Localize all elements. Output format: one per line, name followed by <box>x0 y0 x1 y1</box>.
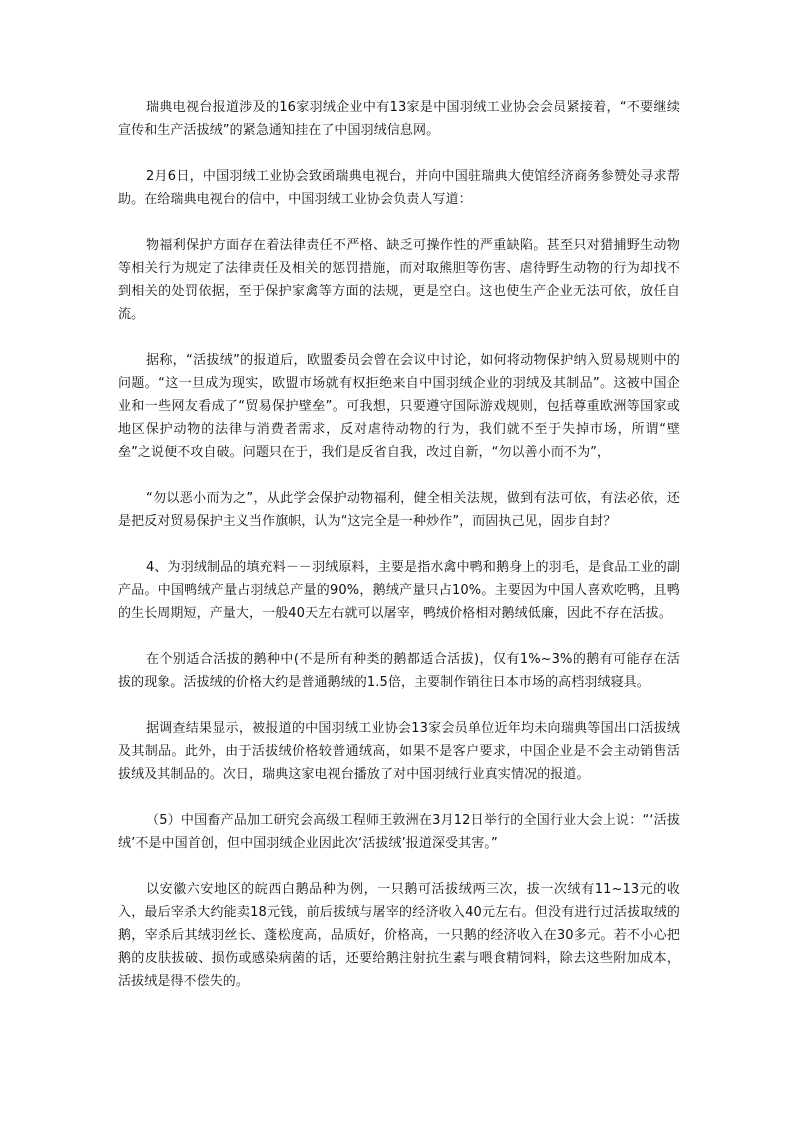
paragraph-6: 4、为羽绒制品的填充料－－羽绒原料，主要是指水禽中鸭和鹅身上的羽毛，是食品工业的副产品。中国鸭绒产量占羽绒总产量的90%，鹅绒产量只占10%。主要因为中国人喜欢吃鸭，且鸭的生长周期短，产量大，一般40天左右就可以屠宰，鸭绒价格相对鹅绒低廉，因此不存在活拔。 <box>118 560 680 621</box>
paragraph-1: 瑞典电视台报道涉及的16家羽绒企业中有13家是中国羽绒工业协会会员紧接着，“不要继续宣传和生产活拔绒”的紧急通知挂在了中国羽绒信息网。 <box>118 100 680 138</box>
paragraph-10: 以安徽六安地区的皖西白鹅品种为例，一只鹅可活拔绒两三次，拔一次绒有11~13元的收入，最后宰杀大约能卖18元钱，前后拔绒与屠宰的经济收入40元左右。但没有进行过活拔取绒的鹅，宰杀后其绒羽丝长、蓬松度高，品质好，价格高，一只鹅的经济收入在30多元。若不小心把鹅的皮肤拔破、损伤或感染病菌的话，还要给鹅注射抗生素与喂食精饲料，除去这些附加成本，活拔绒是得不偿失的。 <box>118 882 680 989</box>
paragraph-9: （5）中国畜产品加工研究会高级工程师王敦洲在3月12日举行的全国行业大会上说：“‘活拔绒’不是中国首创，但中国羽绒企业因此次‘活拔绒’报道深受其害。” <box>118 813 680 851</box>
paragraph-4: 据称，“活拔绒”的报道后，欧盟委员会曾在会议中讨论，如何将动物保护纳入贸易规则中的问题。“这一旦成为现实，欧盟市场就有权拒绝来自中国羽绒企业的羽绒及其制品”。这被中国企业和一些网友看成了“贸易保护壁垒”。可我想，只要遵守国际游戏规则，包括尊重欧洲等国家或地区保护动物的法律与消费者需求，反对虐待动物的行为，我们就不至于失掉市场，所谓“壁垒”之说便不攻自破。问题只在于，我们是反省自我，改过自新，“勿以善小而不为”， <box>118 353 680 460</box>
document-page <box>118 96 680 1016</box>
paragraph-3: 物福利保护方面存在着法律责任不严格、缺乏可操作性的严重缺陷。甚至只对猎捕野生动物等相关行为规定了法律责任及相关的惩罚措施，而对取熊胆等伤害、虐待野生动物的行为却找不到相关的处罚依据，至于保护家禽等方面的法规，更是空白。这也使生产企业无法可依，放任自流。 <box>118 238 680 322</box>
paragraph-5: “勿以恶小而为之”，从此学会保护动物福利，健全相关法规，做到有法可依，有法必依，还是把反对贸易保护主义当作旗帜，认为“这完全是一种炒作”，而固执己见，固步自封？ <box>118 491 680 529</box>
paragraph-7: 在个别适合活拔的鹅种中(不是所有种类的鹅都适合活拔)，仅有1%~3%的鹅有可能存在活拔的现象。活拔绒的价格大约是普通鹅绒的1.5倍，主要制作销往日本市场的高档羽绒寝具。 <box>118 652 680 690</box>
paragraph-2: 2月6日，中国羽绒工业协会致函瑞典电视台，并向中国驻瑞典大使馆经济商务参赞处寻求帮助。在给瑞典电视台的信中，中国羽绒工业协会负责人写道： <box>118 169 680 207</box>
paragraph-8: 据调查结果显示，被报道的中国羽绒工业协会13家会员单位近年均未向瑞典等国出口活拔绒及其制品。此外，由于活拔绒价格较普通绒高，如果不是客户要求，中国企业是不会主动销售活拔绒及其制品的。次日，瑞典这家电视台播放了对中国羽绒行业真实情况的报道。 <box>118 721 680 782</box>
